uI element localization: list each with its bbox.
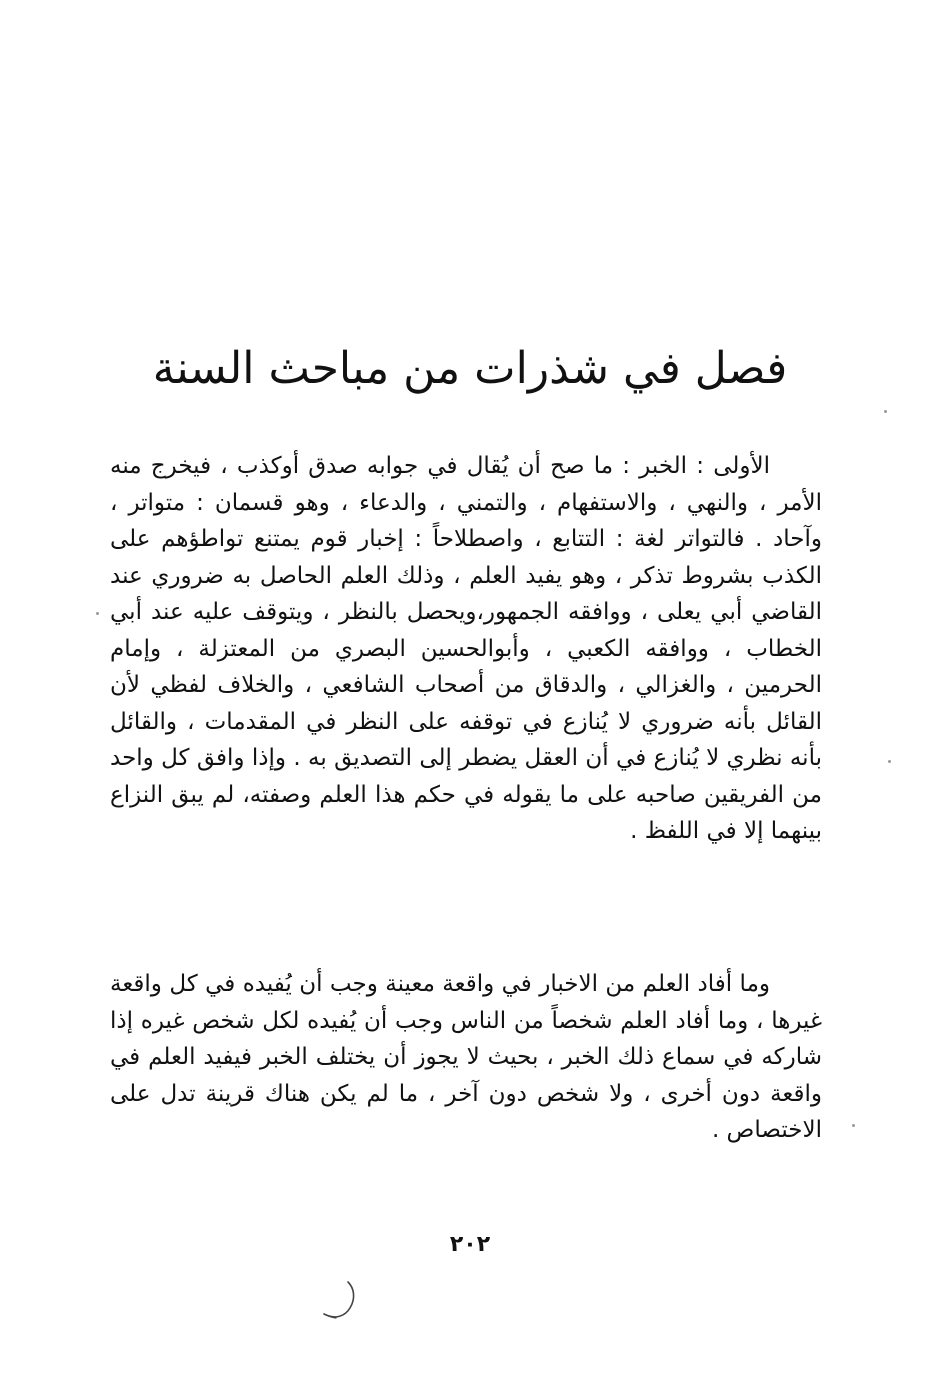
paragraph-2: وما أفاد العلم من الاخبار في واقعة معينة وجب أن يُفيده في كل واقعة غيرها ، وما أفاد العلم شخصاً من الناس وجب أن يُفيده لكل شخص غيره إذا شاركه في سماع ذلك الخبر ، بحيث لا يجوز أن يختلف الخبر فيفيد العلم في واقعة دون أخرى ، ولا شخص دون آخر ، ما لم يكن هناك قرينة تدل على الاختصاص .: [110, 971, 822, 1143]
paragraph-block-2: [110, 966, 822, 1149]
paragraph-block-1: [110, 448, 822, 850]
paper-speck: [852, 1124, 855, 1127]
chapter-title: فصل في شذرات من مباحث السنة: [152, 343, 788, 395]
paragraph-1: الأولى : الخبر : ما صح أن يُقال في جوابه صدق أوكذب ، فيخرج منه الأمر ، والنهي ، والاستفهام ، والتمني ، والدعاء ، وهو قسمان : متواتر ، وآحاد . فالتواتر لغة : التتابع ، واصطلاحاً : إخبار قوم يمتنع تواطؤهم على الكذب بشروط تذكر ، وهو يفيد العلم ، وذلك العلم الحاصل به ضروري عند القاضي أبي يعلى ، ووافقه الجمهور،ويحصل بالنظر ، ويتوقف عليه عند أبي الخطاب ، ووافقه الكعبي ، وأبوالحسين البصري من المعتزلة ، وإمام الحرمين ، والغزالي ، والدقاق من أصحاب الشافعي ، والخلاف لفظي لأن القائل بأنه ضروري لا يُنازع في توقفه على النظر في المقدمات ، والقائل بأنه نظري لا يُنازع في أن العقل يضطر إلى التصديق به . وإذا وافق كل واحد من الفريقين صاحبه على ما يقوله في حكم هذا العلم وصفته، لم يبق النزاع بينهما إلا في اللفظ .: [110, 453, 822, 844]
paper-speck: [888, 760, 891, 763]
page-number: ٢٠٢: [449, 1232, 491, 1257]
pen-mark-icon: [310, 1278, 380, 1328]
paper-speck: [884, 410, 887, 413]
paper-speck: [96, 612, 99, 615]
